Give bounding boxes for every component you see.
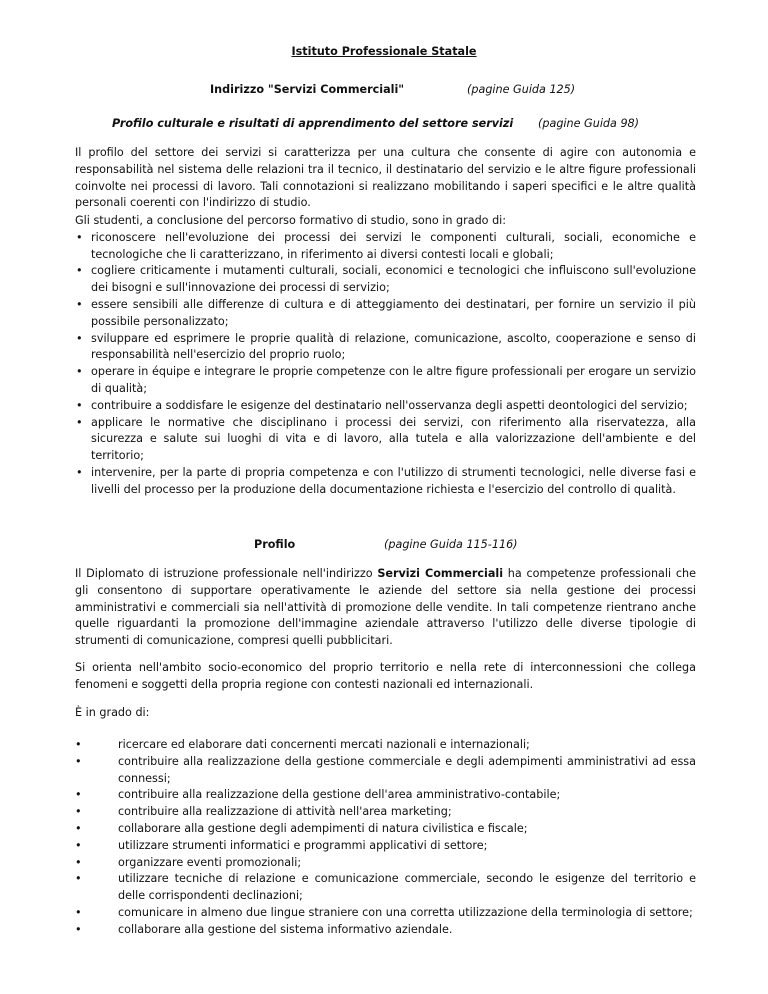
list-item: • contribuire a soddisfare le esigenze del destinatario nell'osservanza degli aspetti deontologici del servizio; [75,398,696,415]
list-item: • essere sensibili alle differenze di cultura e di atteggiamento dei destinatari, per fornire un servizio il più possibile personalizzato; [75,297,696,331]
competenze-list [75,737,696,939]
list-item: • operare in équipe e integrare le proprie competenze con le altre figure professionali per erogare un servizio di qualità; [75,364,696,398]
list-item: • ricercare ed elaborare dati concernenti mercati nazionali e internazionali; [75,737,696,754]
profilo-culturale-heading: Profilo culturale e risultati di apprendimento del settore servizi [112,117,514,130]
diplomato-text-start: Il Diplomato di istruzione professionale nell'indirizzo [75,567,378,580]
list-item: • contribuire alla realizzazione di attività nell'area marketing; [75,804,696,821]
list-item: • intervenire, per la parte di propria competenza e con l'utilizzo di strumenti tecnologici, nelle diverse fasi e livelli del processo per la produzione della documentazione richiesta e l'esercizio del controllo di qualità. [75,465,696,499]
list-item: • utilizzare strumenti informatici e programmi applicativi di settore; [75,838,696,855]
profilo-heading: Profilo [254,538,296,551]
profilo-guide-reference: (pagine Guida 115-116) [384,538,518,551]
servizi-commerciali-emphasis: Servizi Commerciali [377,567,504,580]
competenze-lead: È in grado di: [75,706,150,719]
list-item: • collaborare alla gestione degli adempimenti di natura civilistica e fiscale; [75,821,696,838]
list-item: • collaborare alla gestione del sistema informativo aziendale. [75,922,696,939]
diplomato-paragraph [75,566,696,650]
indirizzo-heading: Indirizzo "Servizi Commerciali" [210,83,405,96]
learning-outcomes-lead: Gli studenti, a conclusione del percorso formativo di studio, sono in grado di: [75,214,507,227]
list-item: • organizzare eventi promozionali; [75,855,696,872]
list-item: • contribuire alla realizzazione della gestione dell'area amministrativo-contabile; [75,787,696,804]
diplomato-text-end: ha competenze professionali che gli consentono di supportare operativamente le aziende del settore sia nella gestione dei processi amministrativi e commerciali sia nell'attività di promozione delle vendite. In tali competenze rientrano anche quelle riguardanti la promozione dell'immagine aziendale attraverso l'utilizzo delle diverse tipologie di strumenti di comunicazione, compresi quelli pubblicitari. [75,567,696,648]
list-item: • cogliere criticamente i mutamenti culturali, sociali, economici e tecnologici che influiscono sull'evoluzione dei bisogni e sull'innovazione dei processi di servizio; [75,263,696,297]
list-item: • applicare le normative che disciplinano i processi dei servizi, con riferimento alla riservatezza, alla sicurezza e salute sui luoghi di vita e di lavoro, alla tutela e alla valorizzazione dell'ambiente e del territorio; [75,415,696,465]
list-item: • comunicare in almeno due lingue straniere con una corretta utilizzazione della terminologia di settore; [75,905,696,922]
orientamento-paragraph: Si orienta nell'ambito socio-economico del proprio territorio e nella rete di interconnessioni che collega fenomeni e soggetti della propria regione con contesti nazionali ed internazionali. [75,661,696,691]
list-item: • riconoscere nell'evoluzione dei processi dei servizi le componenti culturali, sociali, economiche e tecnologiche che li caratterizzano, in riferimento ai diversi contesti locali e globali; [75,230,696,264]
list-item: • utilizzare tecniche di relazione e comunicazione commerciale, secondo le esigenze del territorio e delle corrispondenti declinazioni; [75,871,696,905]
list-item: • sviluppare ed esprimere le proprie qualità di relazione, comunicazione, ascolto, cooperazione e senso di responsabilità nell'esercizio del proprio ruolo; [75,331,696,365]
competenze-block [75,737,696,939]
profilo-culturale-guide-reference: (pagine Guida 98) [538,117,640,130]
document-title: Istituto Professionale Statale [291,45,477,58]
list-item: • contribuire alla realizzazione della gestione commerciale e degli adempimenti amministrativi ad essa connessi; [75,754,696,788]
learning-outcomes-list [75,230,696,499]
settore-intro-paragraph: Il profilo del settore dei servizi si caratterizza per una cultura che consente di agire con autonomia e responsabilità nel sistema delle relazioni tra il tecnico, il destinatario del servizio e le altre figure professionali coinvolte nei processi di lavoro. Tali connotazioni si realizzano mobilitando i saperi specifici e le altre qualità personali coerenti con l'indirizzo di studio. [75,146,696,210]
learning-outcomes-block [75,213,696,499]
indirizzo-guide-reference: (pagine Guida 125) [467,83,576,96]
